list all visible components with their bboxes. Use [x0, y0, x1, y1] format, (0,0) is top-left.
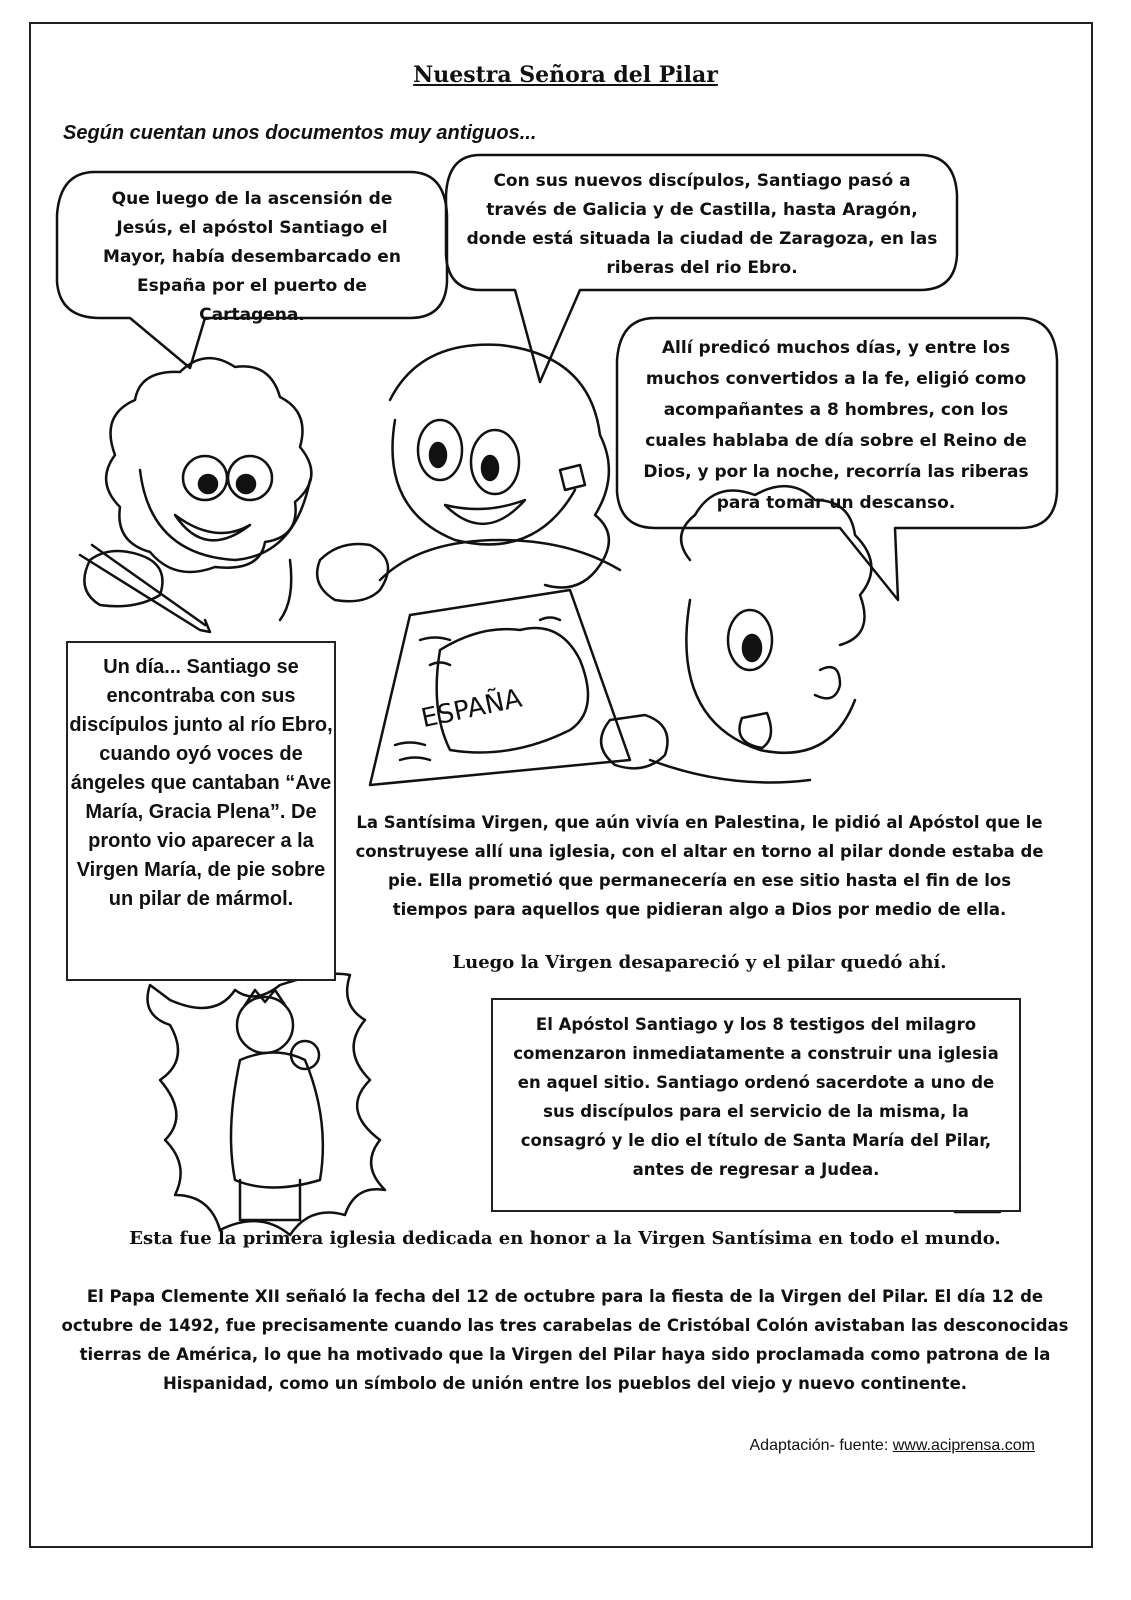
first-church-line: Esta fue la primera iglesia dedicada en honor a la Virgen Santísima en todo el mundo. — [129, 1228, 1001, 1249]
intro-text: Según cuentan unos documentos muy antiguos... — [63, 122, 537, 144]
source-link[interactable]: www.aciprensa.com — [892, 1437, 1035, 1454]
source-credit — [750, 1437, 1036, 1455]
boy-holding-map-drawing — [601, 486, 871, 782]
map-label: ESPAÑA — [418, 683, 525, 735]
speech-bubble-2-text: Con sus nuevos discípulos, Santiago pasó a través de Galicia y de Castilla, hasta Aragón, donde está situada la ciudad de Zaragoza, en las riberas del rio Ebro. — [466, 171, 938, 278]
story-box-right — [491, 998, 1021, 1212]
story-box-right-text: El Apóstol Santiago y los 8 testigos del milagro comenzaron inmediatamente a construir una iglesia en aquel sitio. Santiago ordenó sacerdote a uno de sus discípulos para el servicio de la misma, la consagró y le dio el título de Santa María del Pilar, antes de regresar a Judea. — [513, 1015, 999, 1179]
final-paragraph: El Papa Clemente XII señaló la fecha del 12 de octubre para la fiesta de la Virgen del Pilar. El día 12 de octubre de 1492, fue precisamente cuando las tres carabelas de Cristóbal Colón avistaban las desconocidas tierras de América, lo que ha motivado que la Virgen del Pilar haya sido proclamada como patrona de la Hispanidad, como un símbolo de unión entre los pueblos del viejo y nuevo continente. — [61, 1287, 1069, 1393]
speech-bubble-3-text: Allí predicó muchos días, y entre los muchos convertidos a la fe, eligió como acompañantes a 8 hombres, con los cuales hablaba de día sobre el Reino de Dios, y por la noche, recorría las riberas para tomar un descanso. — [643, 338, 1029, 513]
speech-bubble-1-text: Que luego de la ascensión de Jesús, el apóstol Santiago el Mayor, había desembarcado en España por el puerto de Cartagena. — [103, 189, 401, 325]
page-title: Nuestra Señora del Pilar — [413, 62, 718, 88]
boy-with-pencil-drawing — [80, 358, 311, 632]
source-label: Adaptación- fuente: — [749, 1437, 893, 1454]
story-box-left — [66, 641, 336, 981]
story-box-left-text: Un día... Santiago se encontraba con sus discípulos junto al río Ebro, cuando oyó voces de ángeles que cantaban “Ave María, Gracia Plena”. De pronto vio aparecer a la Virgen María, de pie sobre un pilar de mármol. — [69, 656, 333, 910]
girl-drawing — [317, 345, 620, 602]
virgin-request-paragraph: La Santísima Virgen, que aún vivía en Palestina, le pidió al Apóstol que le construyese allí una iglesia, con el altar en torno al pilar donde estaba de pie. Ella prometió que permanecería en ese sitio hasta el fin de los tiempos para aquellos que pidieran algo a Dios por medio de ella. — [355, 813, 1044, 919]
virgin-del-pilar-drawing — [148, 974, 386, 1235]
virgin-disappeared-line: Luego la Virgen desapareció y el pilar quedó ahí. — [452, 952, 947, 973]
